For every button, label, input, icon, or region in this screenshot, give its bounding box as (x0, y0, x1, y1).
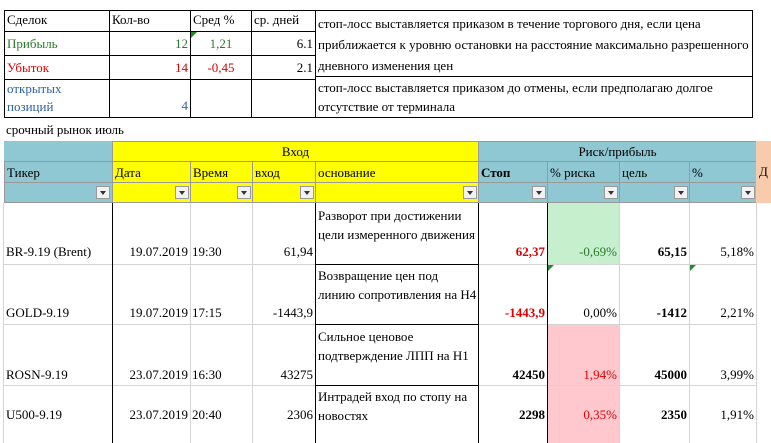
filter-dropdown-icon-target[interactable] (674, 186, 688, 199)
summary-loss-avg: -0,45 (190, 55, 252, 80)
cell-target: 45000 (654, 367, 687, 382)
summary-loss-days: 2.1 (251, 55, 316, 80)
summary-open-label-line1: открытых (7, 81, 62, 96)
filter-dropdown-icon-pct[interactable] (741, 186, 755, 199)
cell-entry: 43275 (280, 367, 313, 382)
cell-stop: -1443,9 (504, 305, 545, 320)
cell-reason: Разворот при достижении цели измеренного движения (318, 208, 475, 242)
col-header-stop: Стоп (478, 161, 548, 183)
note-intraday-stop: стоп-лосс выставляется приказом в течение торгового дня, если цена приближается к уровню остановки на расстояние максимально разрешенного дневного изменения цен (315, 10, 753, 77)
col-header-target: цель (619, 161, 690, 183)
summary-open-label (4, 79, 110, 118)
summary-header-days: ср. дней (251, 10, 316, 32)
summary-open-avg (190, 79, 252, 118)
cell-time: 17:15 (192, 305, 222, 320)
cell-reason: Интрадей вход по стопу на новостях (318, 389, 468, 423)
filter-dropdown-icon-stop[interactable] (532, 186, 546, 199)
cell-pct: 2,21% (720, 305, 754, 320)
summary-open-days (251, 79, 316, 118)
cell-risk: 0,00% (583, 305, 617, 320)
section-title: срочный рынок июль (6, 122, 124, 137)
cell-risk: 1,94% (583, 367, 617, 382)
col-header-date: Дата (112, 161, 191, 183)
summary-open-label-line2: позиций (7, 99, 54, 114)
filter-dropdown-icon-time[interactable] (237, 186, 251, 199)
cell-time: 20:40 (192, 407, 222, 422)
filter-cell-reason (315, 182, 479, 203)
col-header-time: Время (190, 161, 253, 183)
cell-time: 19:30 (192, 244, 222, 259)
filter-dropdown-icon-reason[interactable] (463, 186, 477, 199)
filter-dropdown-icon-risk[interactable] (604, 186, 618, 199)
cell-risk: 0,35% (583, 407, 617, 422)
col-header-risk-pct: % риска (547, 161, 620, 183)
cell-ticker: BR-9.19 (Brent) (6, 244, 92, 259)
cell-risk: -0,69% (579, 244, 617, 259)
summary-header-count: Кол-во (109, 10, 191, 32)
cell-pct: 3,99% (720, 367, 754, 382)
group-header-blank (4, 141, 113, 162)
col-header-ticker: Тикер (4, 161, 113, 183)
filter-dropdown-icon-entry[interactable] (300, 186, 314, 199)
cell-target: 2350 (661, 407, 687, 422)
cell-date: 19.07.2019 (129, 305, 188, 320)
group-header-next (756, 141, 771, 162)
summary-loss-count: 14 (109, 55, 191, 80)
cell-ticker: GOLD-9.19 (6, 305, 70, 320)
summary-profit-count: 12 (109, 31, 191, 56)
cell-target: -1412 (656, 305, 687, 320)
cell-ticker: ROSN-9.19 (6, 367, 68, 382)
col-header-reason: основание (315, 161, 479, 183)
filter-dropdown-icon-date[interactable] (175, 186, 189, 199)
comment-marker-icon (690, 265, 696, 271)
summary-profit-avg: 1,21 (190, 31, 252, 56)
cell-date: 23.07.2019 (129, 407, 188, 422)
cell-pct: 5,18% (720, 244, 754, 259)
group-header-entry: Вход (112, 141, 479, 162)
col-header-next: Д (756, 161, 771, 183)
cell-reason: Сильное ценовое подтверждение ЛПП на Н1 (318, 329, 469, 363)
cell-date: 19.07.2019 (129, 244, 188, 259)
cell-pct: 1,91% (720, 407, 754, 422)
summary-header-deals: Сделок (4, 10, 110, 32)
cell-stop: 2298 (519, 407, 545, 422)
cell-target: 65,15 (657, 244, 687, 259)
cell-ticker: U500-9.19 (6, 407, 62, 422)
cell-stop: 62,37 (515, 244, 545, 259)
summary-profit-label: Прибыль (4, 31, 110, 56)
cell-stop: 42450 (512, 367, 545, 382)
note-gtc-stop: стоп-лосс выставляется приказом до отмены, если предполагаю долгое отсутствие от терминала (315, 76, 753, 118)
col-header-entry: вход (252, 161, 316, 183)
cell-entry: 2306 (287, 407, 313, 422)
filter-cell-next (756, 182, 771, 203)
group-header-risk: Риск/прибыль (478, 141, 757, 162)
cell-time: 16:30 (192, 367, 222, 382)
col-header-pct: % (689, 161, 757, 183)
summary-profit-days: 6.1 (251, 31, 316, 56)
cell-entry: -1443,9 (272, 305, 313, 320)
cell-reason: Возвращение цен под линию сопротивления на Н4 (318, 268, 477, 302)
comment-marker-icon (548, 265, 554, 271)
summary-header-avg: Сред % (190, 10, 252, 32)
filter-dropdown-icon-ticker[interactable] (96, 186, 110, 199)
cell-entry: 61,94 (283, 244, 313, 259)
comment-marker-icon (191, 32, 197, 38)
summary-loss-label: Убыток (4, 55, 110, 80)
summary-open-count: 4 (109, 79, 191, 118)
cell-date: 23.07.2019 (129, 367, 188, 382)
